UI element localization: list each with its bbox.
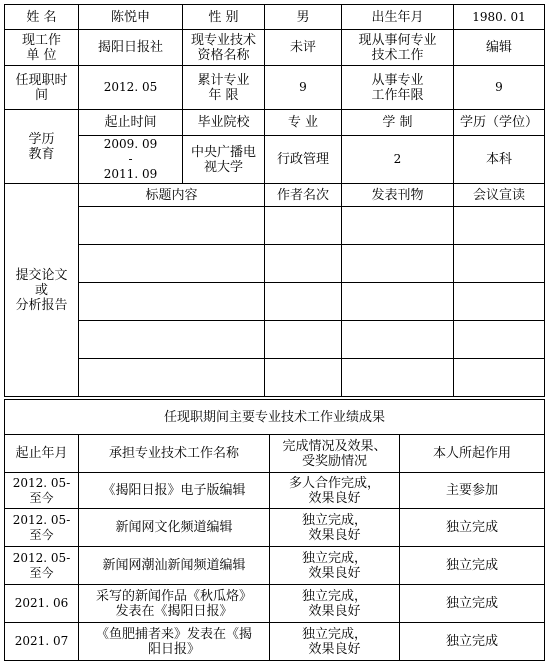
- edu-header-degree: 学历（学位）: [454, 110, 545, 136]
- years-label: 累计专业 年 限: [183, 66, 265, 110]
- papers-label: 提交论文 或 分析报告: [5, 184, 79, 397]
- papers-header-row: [5, 184, 545, 207]
- ach-period: 2021. 07: [5, 623, 79, 661]
- papers-header-journal: 发表刊物: [342, 184, 454, 207]
- gender-value: 男: [265, 5, 342, 30]
- edu-major: 行政管理: [265, 136, 342, 184]
- tenure-value: 2012. 05: [79, 66, 183, 110]
- personnel-form-table: [4, 4, 545, 397]
- ach-header-role: 本人所起作用: [400, 435, 545, 473]
- paper-cell: [79, 359, 265, 397]
- achievement-row: [5, 509, 545, 547]
- paper-cell: [265, 283, 342, 321]
- papers-row: [5, 283, 545, 321]
- papers-row: [5, 359, 545, 397]
- papers-row: [5, 321, 545, 359]
- education-header-row: [5, 110, 545, 136]
- name-value: 陈悦申: [79, 5, 183, 30]
- edu-period: 2009. 09 - 2011. 09: [79, 136, 183, 184]
- ach-role: 独立完成: [400, 547, 545, 585]
- ach-role: 主要参加: [400, 473, 545, 509]
- paper-cell: [342, 283, 454, 321]
- qualification-label: 现专业技术 资格名称: [183, 30, 265, 66]
- achievements-header-row: [5, 435, 545, 473]
- education-row: [5, 136, 545, 184]
- paper-cell: [454, 245, 545, 283]
- ach-role: 独立完成: [400, 509, 545, 547]
- ach-header-result: 完成情况及效果、 受奖励情况: [270, 435, 400, 473]
- edu-school: 中央广播电 视大学: [183, 136, 265, 184]
- paper-cell: [79, 245, 265, 283]
- unit-value: 揭阳日报社: [79, 30, 183, 66]
- ach-period: 2021. 06: [5, 585, 79, 623]
- ach-name: 新闻网文化频道编辑: [79, 509, 270, 547]
- ach-header-name: 承担专业技术工作名称: [79, 435, 270, 473]
- ach-name: 《揭阳日报》电子版编辑: [79, 473, 270, 509]
- qualification-value: 未评: [265, 30, 342, 66]
- birth-label: 出生年月: [342, 5, 454, 30]
- achievements-title: 任现职期间主要专业技术工作业绩成果: [5, 400, 545, 435]
- ach-period: 2012. 05- 至今: [5, 547, 79, 585]
- prof-years-value: 9: [454, 66, 545, 110]
- paper-cell: [454, 283, 545, 321]
- paper-cell: [342, 207, 454, 245]
- paper-cell: [79, 283, 265, 321]
- achievements-table: [4, 399, 545, 661]
- paper-cell: [79, 321, 265, 359]
- basic-row-1: [5, 5, 545, 30]
- paper-cell: [265, 359, 342, 397]
- papers-header-meeting: 会议宣读: [454, 184, 545, 207]
- edu-degree: 本科: [454, 136, 545, 184]
- ach-name: 《鱼肥捕者来》发表在《揭 阳日报》: [79, 623, 270, 661]
- ach-role: 独立完成: [400, 585, 545, 623]
- edu-header-major: 专 业: [265, 110, 342, 136]
- achievement-row: [5, 623, 545, 661]
- birth-value: 1980. 01: [454, 5, 545, 30]
- ach-result: 独立完成， 效果良好: [270, 547, 400, 585]
- paper-cell: [454, 321, 545, 359]
- paper-cell: [454, 359, 545, 397]
- papers-header-rank: 作者名次: [265, 184, 342, 207]
- papers-row: [5, 245, 545, 283]
- edu-header-school: 毕业院校: [183, 110, 265, 136]
- paper-cell: [265, 321, 342, 359]
- ach-result: 多人合作完成， 效果良好: [270, 473, 400, 509]
- ach-result: 独立完成， 效果良好: [270, 509, 400, 547]
- ach-period: 2012. 05- 至今: [5, 473, 79, 509]
- name-label: 姓 名: [5, 5, 79, 30]
- paper-cell: [342, 245, 454, 283]
- basic-row-3: [5, 66, 545, 110]
- paper-cell: [342, 321, 454, 359]
- paper-cell: [265, 245, 342, 283]
- basic-row-2: [5, 30, 545, 66]
- unit-label: 现工作 单 位: [5, 30, 79, 66]
- ach-period: 2012. 05- 至今: [5, 509, 79, 547]
- edu-header-period: 起止时间: [79, 110, 183, 136]
- achievement-row: [5, 547, 545, 585]
- ach-result: 独立完成， 效果良好: [270, 585, 400, 623]
- ach-name: 采写的新闻作品《秋瓜烙》 发表在《揭阳日报》: [79, 585, 270, 623]
- achievement-row: [5, 473, 545, 509]
- edu-header-duration: 学 制: [342, 110, 454, 136]
- ach-header-period: 起止年月: [5, 435, 79, 473]
- ach-result: 独立完成， 效果良好: [270, 623, 400, 661]
- papers-header-title: 标题内容: [79, 184, 265, 207]
- work-value: 编辑: [454, 30, 545, 66]
- tenure-label: 任现职时 间: [5, 66, 79, 110]
- work-label: 现从事何专业 技术工作: [342, 30, 454, 66]
- years-value: 9: [265, 66, 342, 110]
- paper-cell: [342, 359, 454, 397]
- achievements-title-row: [5, 400, 545, 435]
- achievement-row: [5, 585, 545, 623]
- paper-cell: [79, 207, 265, 245]
- paper-cell: [265, 207, 342, 245]
- gender-label: 性 别: [183, 5, 265, 30]
- ach-role: 独立完成: [400, 623, 545, 661]
- papers-row: [5, 207, 545, 245]
- ach-name: 新闻网潮汕新闻频道编辑: [79, 547, 270, 585]
- education-label: 学历 教育: [5, 110, 79, 184]
- prof-years-label: 从事专业 工作年限: [342, 66, 454, 110]
- paper-cell: [454, 207, 545, 245]
- edu-duration: 2: [342, 136, 454, 184]
